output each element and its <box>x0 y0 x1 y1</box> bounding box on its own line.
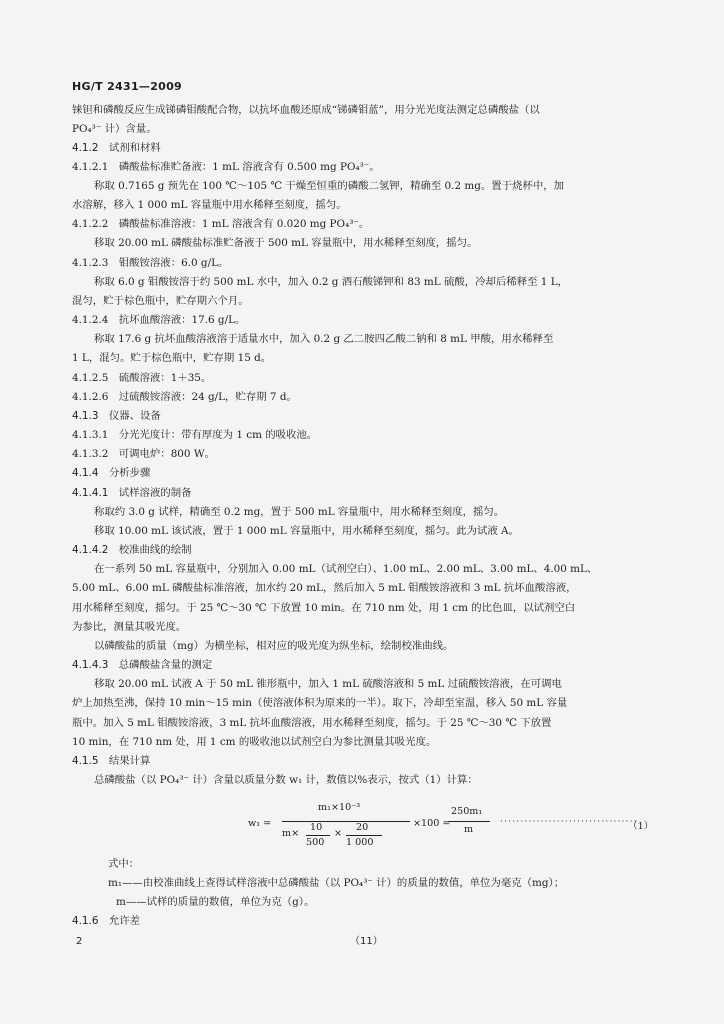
text-line: PO₄³⁻ 计）含量。 <box>72 123 157 135</box>
definition-line: m——试样的质量的数值，单位为克（g）。 <box>116 896 315 908</box>
formula-rhs-denominator: m <box>464 824 474 835</box>
fraction-bar <box>282 821 410 822</box>
section-heading: 4.1.3.2 可调电炉：800 W。 <box>72 448 215 460</box>
fraction-bar <box>346 835 382 836</box>
section-heading: 4.1.5 结果计算 <box>72 755 151 767</box>
section-heading: 4.1.6 允许差 <box>72 915 141 927</box>
text-line: 移取 20.00 mL 试液 A 于 50 mL 锥形瓶中，加入 1 mL 硫酸溶液和 5 mL 过硫酸铵溶液，在可调电 <box>94 678 562 690</box>
formula-denominator-20: 20 <box>356 822 369 833</box>
text-line: 瓶中。加入 5 mL 钼酸铵溶液，3 mL 抗坏血酸溶液，用水稀释至刻度，摇匀。于 25 ℃～30 ℃ 下放置 <box>72 717 552 729</box>
formula-numerator: m₁×10⁻³ <box>318 802 361 813</box>
formula-1 <box>248 802 668 852</box>
section-heading: 4.1.2.1 磷酸盐标准贮备液：1 mL 溶液含有 0.500 mg PO₄³⁻。 <box>72 161 380 173</box>
section-heading: 4.1.4 分析步骤 <box>72 467 151 479</box>
text-line: 混匀，贮于棕色瓶中，贮存期六个月。 <box>72 295 249 307</box>
standard-code-header: HG/T 2431—2009 <box>72 80 183 93</box>
text-line: 称取 0.7165 g 预先在 100 ℃～105 ℃ 干燥至恒重的磷酸二氢钾，精确至 0.2 mg。置于烧杯中，加 <box>94 180 565 192</box>
text-line: 1 L，混匀。贮于棕色瓶中，贮存期 15 d。 <box>72 352 272 364</box>
text-line: 10 min，在 710 nm 处，用 1 cm 的吸收池以试剂空白为参比测量其吸光度。 <box>72 736 437 748</box>
equation-number: （1） <box>628 821 654 832</box>
formula-denominator-500: 500 <box>306 837 325 848</box>
section-heading: 4.1.4.3 总磷酸盐含量的测定 <box>72 659 213 671</box>
section-heading: 4.1.4.2 校准曲线的绘制 <box>72 544 192 556</box>
fraction-bar <box>306 835 330 836</box>
text-line: 式中： <box>108 858 140 870</box>
section-heading: 4.1.2.6 过硫酸铵溶液：24 g/L，贮存期 7 d。 <box>72 391 297 403</box>
formula-denominator-times: × <box>334 828 343 839</box>
section-heading: 4.1.3 仪器、设备 <box>72 410 161 422</box>
text-line: 水溶解，移入 1 000 mL 容量瓶中用水稀释至刻度，摇匀。 <box>72 199 347 211</box>
text-line: 称取约 3.0 g 试样，精确至 0.2 mg，置于 500 mL 容量瓶中，用水稀释至刻度，摇匀。 <box>94 506 505 518</box>
section-heading: 4.1.4.1 试样溶液的制备 <box>72 487 192 499</box>
formula-lhs: w₁ = <box>248 818 272 829</box>
text-line: 总磷酸盐（以 PO₄³⁻ 计）含量以质量分数 w₁ 计，数值以%表示，按式（1）计算： <box>94 774 478 786</box>
text-line: 用水稀释至刻度，摇匀。于 25 ℃～30 ℃ 下放置 10 min。在 710 nm 处，用 1 cm 的比色皿，以试剂空白 <box>72 602 576 614</box>
formula-mid: ×100 = <box>413 818 451 829</box>
text-line: 铼钽和磷酸反应生成锑磷钼酸配合物，以抗坏血酸还原成“锑磷钼蓝”，用分光光度法测定总磷酸盐（以 <box>72 104 540 116</box>
section-heading: 4.1.3.1 分光光度计：带有厚度为 1 cm 的吸收池。 <box>72 429 318 441</box>
section-heading: 4.1.2.5 硫酸溶液：1＋35。 <box>72 372 212 384</box>
text-line: 5.00 mL、6.00 mL 磷酸盐标准溶液，加水约 20 mL，然后加入 5 mL 钼酸铵溶液和 3 mL 抗坏血酸溶液， <box>72 582 577 594</box>
section-heading: 4.1.2 试剂和材料 <box>72 142 161 154</box>
section-heading: 4.1.2.3 钼酸铵溶液：6.0 g/L。 <box>72 257 229 269</box>
formula-denominator-10: 10 <box>310 822 323 833</box>
formula-denominator-m: m× <box>282 828 300 839</box>
text-line: 在一系列 50 mL 容量瓶中，分别加入 0.00 mL（试剂空白）、1.00 mL、2.00 mL、3.00 mL、4.00 mL、 <box>94 563 598 575</box>
text-line: 移取 20.00 mL 磷酸盐标准贮备液于 500 mL 容量瓶中，用水稀释至刻度，摇匀。 <box>94 237 478 249</box>
section-heading: 4.1.2.2 磷酸盐标准溶液：1 mL 溶液含有 0.020 mg PO₄³⁻。 <box>72 218 370 230</box>
text-line: 称取 17.6 g 抗坏血酸溶液溶于适量水中，加入 0.2 g 乙二胺四乙酸二钠和 8 mL 甲酸，用水稀释至 <box>94 333 554 345</box>
text-line: 以磷酸盐的质量（mg）为横坐标，相对应的吸光度为纵坐标，绘制校准曲线。 <box>94 640 454 652</box>
formula-rhs-numerator: 250m₁ <box>451 806 483 817</box>
text-line: 为参比，测量其吸光度。 <box>72 621 187 633</box>
section-heading: 4.1.2.4 抗坏血酸溶液：17.6 g/L。 <box>72 314 246 326</box>
center-page-number: （11） <box>350 936 383 947</box>
formula-leader-dots: ·································· <box>500 816 638 827</box>
page-number: 2 <box>76 936 83 947</box>
fraction-bar <box>448 821 490 822</box>
text-line: 炉上加热至沸，保持 10 min～15 min（使溶液体积为原来的一半）。取下，冷却至室温，移入 50 mL 容量 <box>72 697 568 709</box>
text-line: 移取 10.00 mL 该试液，置于 1 000 mL 容量瓶中，用水稀释至刻度，摇匀。此为试液 A。 <box>94 525 519 537</box>
definition-line: m₁——由校准曲线上查得试样溶液中总磷酸盐（以 PO₄³⁻ 计）的质量的数值，单位为毫克（mg）； <box>108 877 565 889</box>
formula-denominator-1000: 1 000 <box>346 837 374 848</box>
text-line: 称取 6.0 g 钼酸铵溶于约 500 mL 水中，加入 0.2 g 酒石酸锑钾和 83 mL 硫酸，冷却后稀释至 1 L， <box>94 276 568 288</box>
